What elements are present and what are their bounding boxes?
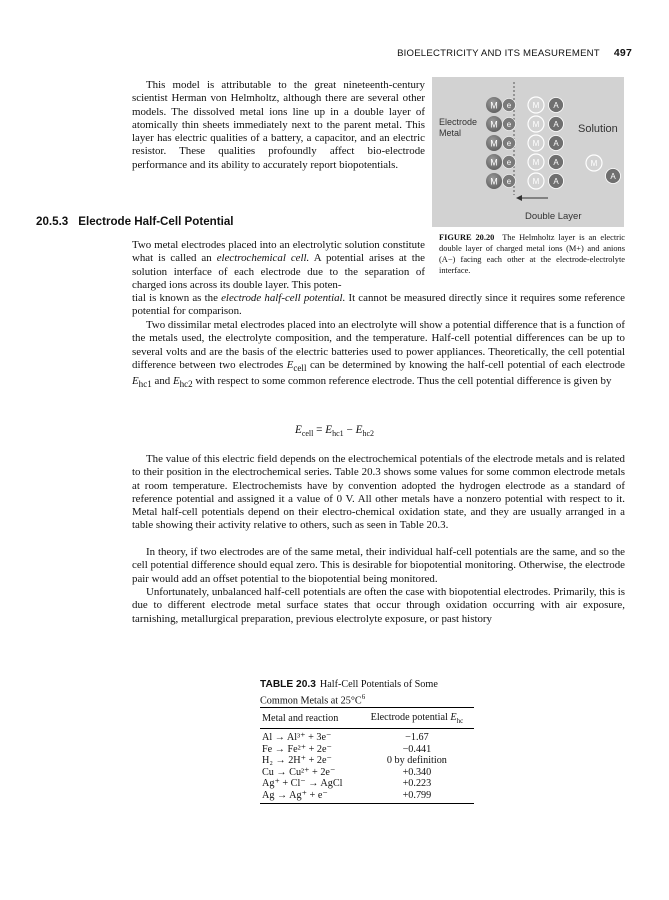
cation	[528, 97, 544, 113]
anion	[549, 98, 564, 113]
figure-label: FIGURE 20.20	[439, 233, 495, 242]
svg-text:M: M	[532, 139, 540, 148]
page-number: 497	[613, 47, 632, 59]
svg-text:A: A	[553, 158, 559, 167]
svg-text:A: A	[610, 172, 616, 181]
table-row	[260, 755, 474, 767]
metal-ion-column	[486, 97, 502, 189]
svg-text:M: M	[532, 101, 540, 110]
cell-potential-equation: $E_{cell} = E_{hc1} - E_{hc2}$	[294, 424, 374, 439]
metal-ion	[486, 97, 502, 113]
svg-text:M: M	[490, 100, 498, 111]
helmholtz-diagram	[432, 77, 624, 227]
cation	[528, 173, 544, 189]
double-layer-ions	[528, 97, 564, 189]
svg-text:e: e	[506, 177, 512, 186]
anion	[549, 117, 564, 132]
svg-text:A: A	[553, 101, 559, 110]
running-header	[0, 47, 632, 65]
reaction-cell: Fe → Fe²⁺ + 2e⁻	[262, 743, 332, 755]
svg-text:M: M	[532, 158, 540, 167]
potential-cell: 0 by definition	[386, 755, 447, 767]
table-row	[260, 767, 474, 779]
half-cell-paragraph-cont: tial is known as the electrode half-cell potential. It cannot be measured directly since it requires some reference potential for comparison.	[132, 292, 626, 318]
svg-text:M: M	[490, 119, 498, 130]
anion	[606, 169, 621, 184]
cation	[528, 154, 544, 170]
cation	[528, 135, 544, 151]
svg-text:M: M	[490, 138, 498, 149]
running-title: BIOELECTRICITY AND ITS MEASUREMENT	[397, 48, 600, 59]
metal-ion	[486, 116, 502, 132]
electron	[503, 118, 516, 131]
svg-text:M: M	[590, 159, 598, 168]
reaction-cell: Ag⁺ + Cl⁻ → AgCl	[262, 778, 343, 790]
term-half-cell-potential: electrode half-cell potential.	[221, 292, 346, 304]
metal-label: Metal	[439, 128, 462, 138]
svg-text:A: A	[553, 139, 559, 148]
svg-text:A: A	[553, 120, 559, 129]
col-header-potential: Electrode potential $E_{hc}$	[360, 708, 474, 729]
same-metal-paragraph: In theory, if two electrodes are of the same metal, their individual half-cell potentials are the same, and so the cell potential difference should equal zero. This is desirable for biopotential monitoring. Otherwise, the electrode pair would add an offset potential to the biopotential being monitored.	[132, 546, 625, 585]
section-heading	[36, 215, 234, 228]
solution-label: Solution	[578, 123, 618, 135]
section-title: Electrode Half-Cell Potential	[78, 215, 234, 228]
potential-cell: −0.441	[402, 743, 432, 755]
reaction-cell: Al → Al³⁺ + 3e⁻	[262, 732, 332, 744]
svg-text:e: e	[506, 158, 512, 167]
svg-text:e: e	[506, 120, 512, 129]
table-row	[260, 744, 474, 756]
svg-text:e: e	[506, 101, 512, 110]
double-layer-label: Double Layer	[525, 211, 582, 222]
svg-text:M: M	[532, 120, 540, 129]
svg-text:M: M	[532, 177, 540, 186]
potential-cell: −1.67	[405, 732, 429, 744]
half-cell-potentials-table	[260, 707, 474, 804]
electron	[503, 156, 516, 169]
svg-text:M: M	[490, 176, 498, 187]
potential-cell: +0.340	[402, 766, 432, 778]
metal-ion	[486, 173, 502, 189]
electron	[503, 99, 516, 112]
table-label: TABLE 20.3	[260, 679, 316, 690]
table-caption	[260, 678, 475, 707]
table-ref: 6	[361, 693, 366, 701]
helmholtz-layer-figure	[432, 77, 624, 227]
table-row	[260, 729, 474, 744]
half-cell-paragraph: Two metal electrodes placed into an electrolytic solution constitute what is called an electrochemical cell. A potential arises at the solution interface of each electrode due to the separation of charged ions across its double layer. This poten-	[132, 239, 426, 291]
anion	[549, 136, 564, 151]
svg-text:e: e	[506, 139, 512, 148]
anion	[549, 174, 564, 189]
metal-ion	[486, 154, 502, 170]
electrochemical-series-paragraph: The value of this electric field depends on the electrochemical potentials of the electrode metals and is related to their position in the electrochemical series. Table 20.3 shows some values for some common electrode metals at room temperature. Electrochemists have by convention adopted the hydrogen electrode as a standard of reference potential and assigned it a value of 0 V. All other metals have a nonzero potential with respect to it. Metal half-cell potentials depend on their electro-chemical oxidation state, and they are usually arranged in a table showing their activity relative to others, such as seen in Table 20.3.	[132, 453, 625, 532]
cell-potential-paragraph: Two dissimilar metal electrodes placed into an electrolyte will show a potential difference that is a function of the metals used, the electrolyte composition, and the temperature. Half-cell potential differences can be up to several volts and are the basis of the electric batteries used to power appliances. Theoretically, the cell potential difference between two electrodes $E_{cell}$ can be determined by knowing the half-cell potential of each electrode $E_{hc1}$ and $E_{hc2}$ with respect to some common reference electrode. Thus the cell potential difference is given by	[132, 319, 625, 390]
electron	[503, 175, 516, 188]
table-row	[260, 790, 474, 804]
potential-cell: +0.223	[402, 778, 432, 790]
electron	[503, 137, 516, 150]
potential-cell: +0.799	[360, 790, 474, 804]
figure-caption	[439, 232, 625, 276]
section-number: 20.5.3	[36, 215, 69, 228]
table-row	[260, 778, 474, 790]
unbalanced-paragraph: Unfortunately, unbalanced half-cell potentials are often the case with biopotential electrodes. Primarily, this is due to different electrode metal surface states that occur through oxidation occurring with air exposure, tarnishing, metallurgical preparation, previous electrolyte exposure, or past history	[132, 586, 625, 625]
col-header-reaction: Metal and reaction	[260, 708, 360, 729]
table-title: Half-Cell Potentials of Some Common Metals at 25°C	[260, 679, 438, 707]
svg-text:M: M	[490, 157, 498, 168]
svg-text:A: A	[553, 177, 559, 186]
electrode-label: Electrode	[439, 117, 478, 127]
solution-ions	[586, 155, 621, 184]
reaction-cell: Cu → Cu²⁺ + 2e⁻	[262, 766, 336, 778]
anion	[549, 155, 564, 170]
intro-paragraph: This model is attributable to the great nineteenth-century scientist Herman von Helmholtz, although there are several other models. The dissolved metal ions line up in a double layer of atomically thin sheets immediately next to the parent metal. This layer has electric qualities of a battery, a capacitor, and an electric resistor. These qualities profoundly affect bio-electrode performance and its ability to accurately report biopotentials.	[132, 79, 425, 171]
figure-caption-text: The Helmholtz layer is an electric double layer of charged metal ions (M+) and anions (A−) facing each other at the electrode-electrolyte interface.	[439, 233, 626, 275]
reaction-cell: Ag → Ag⁺ + e⁻	[260, 790, 360, 804]
metal-ion	[486, 135, 502, 151]
cation	[528, 116, 544, 132]
reaction-cell: H₂ → 2H⁺ + 2e⁻	[262, 755, 332, 767]
term-electrochemical-cell: electrochemical cell.	[216, 252, 310, 265]
cation	[586, 155, 602, 171]
